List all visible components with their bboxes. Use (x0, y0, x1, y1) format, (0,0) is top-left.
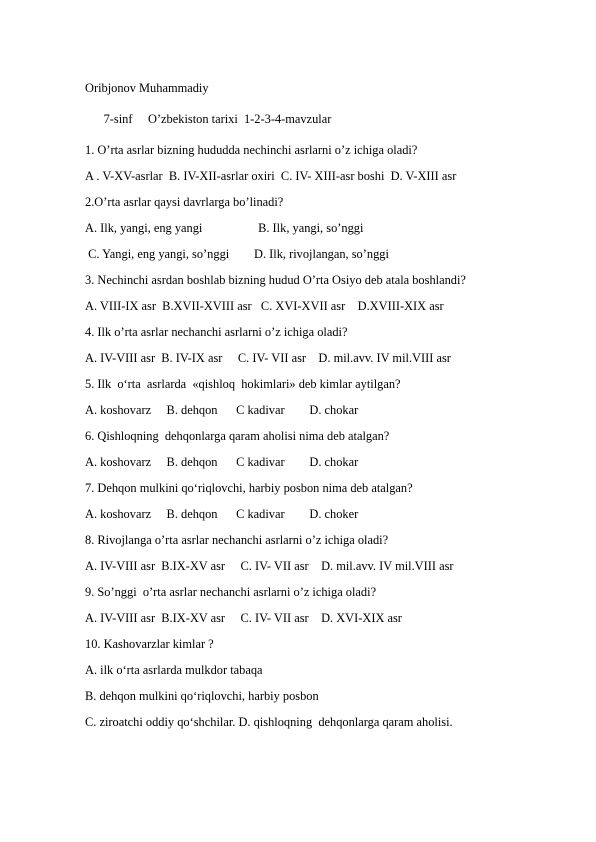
author-name: Oribjonov Muhammadiy (85, 81, 209, 95)
test-subtitle: 7-sinf O’zbekiston tarixi 1-2-3-4-mavzular (85, 112, 332, 126)
question-10-option: A. ilk o‘rta asrlarda mulkdor tabaqa (85, 663, 263, 677)
question-2-options: A. Ilk, yangi, eng yangi B. Ilk, yangi, so’nggi (85, 221, 364, 235)
question-7-options: A. koshovarz B. dehqon C kadivar D. choker (85, 507, 359, 521)
question-4-options: A. IV-VIII asr B. IV-IX asr C. IV- VII asr D. mil.avv. IV mil.VIII asr (85, 351, 451, 365)
question-9: 9. So’nggi o’rta asrlar nechanchi asrlarni o’z ichiga oladi? (85, 585, 377, 599)
question-2: 2.O’rta asrlar qaysi davrlarga bo’linadi? (85, 195, 284, 209)
question-4: 4. Ilk o’rta asrlar nechanchi asrlarni o’z ichiga oladi? (85, 325, 348, 339)
question-8-options: A. IV-VIII asr B.IX-XV asr C. IV- VII asr D. mil.avv. IV mil.VIII asr (85, 559, 454, 573)
question-2-options: C. Yangi, eng yangi, so’nggi D. Ilk, rivojlangan, so’nggi (85, 247, 389, 261)
question-10-option: B. dehqon mulkini qo‘riqlovchi, harbiy posbon (85, 689, 319, 703)
question-10-option: C. ziroatchi oddiy qo‘shchilar. D. qishloqning dehqonlarga qaram aholisi. (85, 715, 453, 729)
question-7: 7. Dehqon mulkini qo‘riqlovchi, harbiy posbon nima deb atalgan? (85, 481, 413, 495)
question-3-options: A. VIII-IX asr B.XVII-XVIII asr C. XVI-XVII asr D.XVIII-XIX asr (85, 299, 444, 313)
question-1-options: A . V-XV-asrlar B. IV-XII-asrlar oxiri C. IV- XIII-asr boshi D. V-XIII asr (85, 169, 457, 183)
question-3: 3. Nechinchi asrdan boshlab bizning hudud O’rta Osiyo deb atala boshlandi? (85, 273, 466, 287)
question-6-options: A. koshovarz B. dehqon C kadivar D. chokar (85, 455, 359, 469)
question-5-options: A. koshovarz B. dehqon C kadivar D. chokar (85, 403, 359, 417)
question-8: 8. Rivojlanga o’rta asrlar nechanchi asrlarni o’z ichiga oladi? (85, 533, 389, 547)
question-5: 5. Ilk o‘rta asrlarda «qishloq hokimlari» deb kimlar aytilgan? (85, 377, 401, 391)
question-10: 10. Kashovarzlar kimlar ? (85, 637, 214, 651)
question-6: 6. Qishloqning dehqonlarga qaram aholisi nima deb atalgan? (85, 429, 390, 443)
question-9-options: A. IV-VIII asr B.IX-XV asr C. IV- VII asr D. XVI-XIX asr (85, 611, 402, 625)
question-1: 1. O’rta asrlar bizning hududda nechinchi asrlarni o’z ichiga oladi? (85, 143, 418, 157)
